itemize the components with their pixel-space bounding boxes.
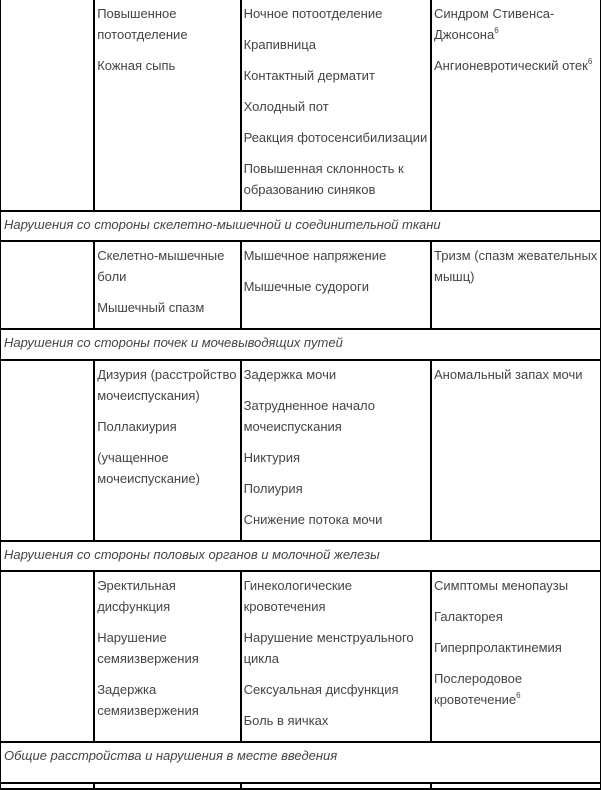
effect-text: Тризм (спазм жевательных мышц) bbox=[434, 248, 598, 284]
frequency-cell-c3 bbox=[431, 0, 601, 211]
frequency-cell-c1 bbox=[94, 783, 240, 789]
effect-item: Мышечный спазм bbox=[97, 300, 205, 315]
effect-text: Послеродовое кровотечение bbox=[434, 671, 523, 707]
footnote-ref[interactable]: 6 bbox=[494, 26, 499, 35]
section-row bbox=[0, 329, 601, 360]
effect-item: Затрудненное начало мочеиспускания bbox=[243, 398, 376, 434]
empty-cell bbox=[0, 360, 94, 541]
frequency-cell-c3 bbox=[431, 241, 601, 329]
empty-cell bbox=[0, 783, 94, 789]
effect-item bbox=[434, 3, 598, 45]
empty-cell bbox=[0, 571, 94, 742]
effect-item: (учащенное мочеиспускание) bbox=[97, 450, 200, 486]
table-row bbox=[0, 571, 601, 742]
section-row bbox=[0, 211, 601, 241]
effect-text: Ангионевротический отек bbox=[434, 58, 588, 73]
effect-item bbox=[434, 637, 598, 658]
empty-cell bbox=[0, 0, 94, 211]
effect-item: Боль в яичках bbox=[243, 713, 329, 728]
effect-item: Крапивница bbox=[243, 37, 316, 52]
effect-item: Полиурия bbox=[243, 481, 303, 496]
effect-item: Задержка мочи bbox=[243, 367, 337, 382]
effect-item: Сексуальная дисфункция bbox=[243, 682, 399, 697]
frequency-cell-c3 bbox=[431, 571, 601, 742]
frequency-cell-c1 bbox=[94, 0, 240, 211]
empty-cell bbox=[0, 241, 94, 329]
effect-item: Поллакиурия bbox=[97, 419, 177, 434]
effect-text: Симптомы менопаузы bbox=[434, 578, 569, 593]
table-row bbox=[0, 241, 601, 329]
frequency-cell-c1 bbox=[94, 571, 240, 742]
effect-item: Дизурия (расстройство мочеиспускания) bbox=[97, 367, 237, 403]
frequency-cell-c2 bbox=[241, 571, 431, 742]
frequency-cell-c3 bbox=[431, 360, 601, 541]
effect-item bbox=[434, 606, 598, 627]
frequency-cell-c1 bbox=[94, 241, 240, 329]
section-title: Общие расстройства и нарушения в месте введения bbox=[0, 742, 601, 783]
effect-item bbox=[434, 245, 598, 287]
effect-text: Синдром Стивенса-Джонсона bbox=[434, 6, 555, 42]
section-title: Нарушения со стороны почек и мочевыводящих путей bbox=[0, 329, 601, 360]
frequency-cell-c2 bbox=[241, 360, 431, 541]
frequency-cell-c2 bbox=[241, 783, 431, 789]
effect-item: Реакция фотосенсибилизации bbox=[243, 130, 428, 145]
frequency-cell-c2 bbox=[241, 0, 431, 211]
effect-item: Гинекологические кровотечения bbox=[243, 578, 352, 614]
footnote-ref[interactable]: 6 bbox=[516, 691, 521, 700]
table-row bbox=[0, 360, 601, 541]
effect-item: Снижение потока мочи bbox=[243, 512, 383, 527]
effect-item: Повышенное потоотделение bbox=[97, 6, 188, 42]
frequency-cell-c1 bbox=[94, 360, 240, 541]
effect-item bbox=[434, 575, 598, 596]
effect-item: Нарушение менструального цикла bbox=[243, 630, 414, 666]
effect-item: Никтурия bbox=[243, 450, 301, 465]
effect-item: Повышенная склонность к образованию синяков bbox=[243, 161, 404, 197]
section-title: Нарушения со стороны половых органов и молочной железы bbox=[0, 541, 601, 571]
effect-item bbox=[434, 55, 598, 76]
effect-text: Гиперпролактинемия bbox=[434, 640, 562, 655]
effect-item: Кожная сыпь bbox=[97, 58, 176, 73]
effect-item: Холодный пот bbox=[243, 99, 329, 114]
effect-item: Контактный дерматит bbox=[243, 68, 375, 83]
table-row bbox=[0, 0, 601, 211]
effect-item: Мышечное напряжение bbox=[243, 248, 387, 263]
effect-item bbox=[434, 364, 598, 385]
effect-item: Нарушение семяизвержения bbox=[97, 630, 199, 666]
section-row bbox=[0, 742, 601, 783]
frequency-cell-c2 bbox=[241, 241, 431, 329]
effect-text: Галакторея bbox=[434, 609, 503, 624]
footnote-ref[interactable]: 6 bbox=[587, 57, 593, 66]
effect-item bbox=[434, 668, 598, 710]
effect-item: Мышечные судороги bbox=[243, 279, 369, 294]
effect-item: Ночное потоотделение bbox=[243, 6, 383, 21]
section-row bbox=[0, 541, 601, 571]
effect-item: Задержка семяизвержения bbox=[97, 682, 199, 718]
section-title: Нарушения со стороны скелетно-мышечной и соединительной ткани bbox=[0, 211, 601, 241]
effect-text: Аномальный запах мочи bbox=[434, 367, 583, 382]
frequency-cell-c3 bbox=[431, 783, 601, 789]
effect-item: Эректильная дисфункция bbox=[97, 578, 176, 614]
table-row bbox=[0, 783, 601, 789]
effect-item: Скелетно-мышечные боли bbox=[97, 248, 225, 284]
